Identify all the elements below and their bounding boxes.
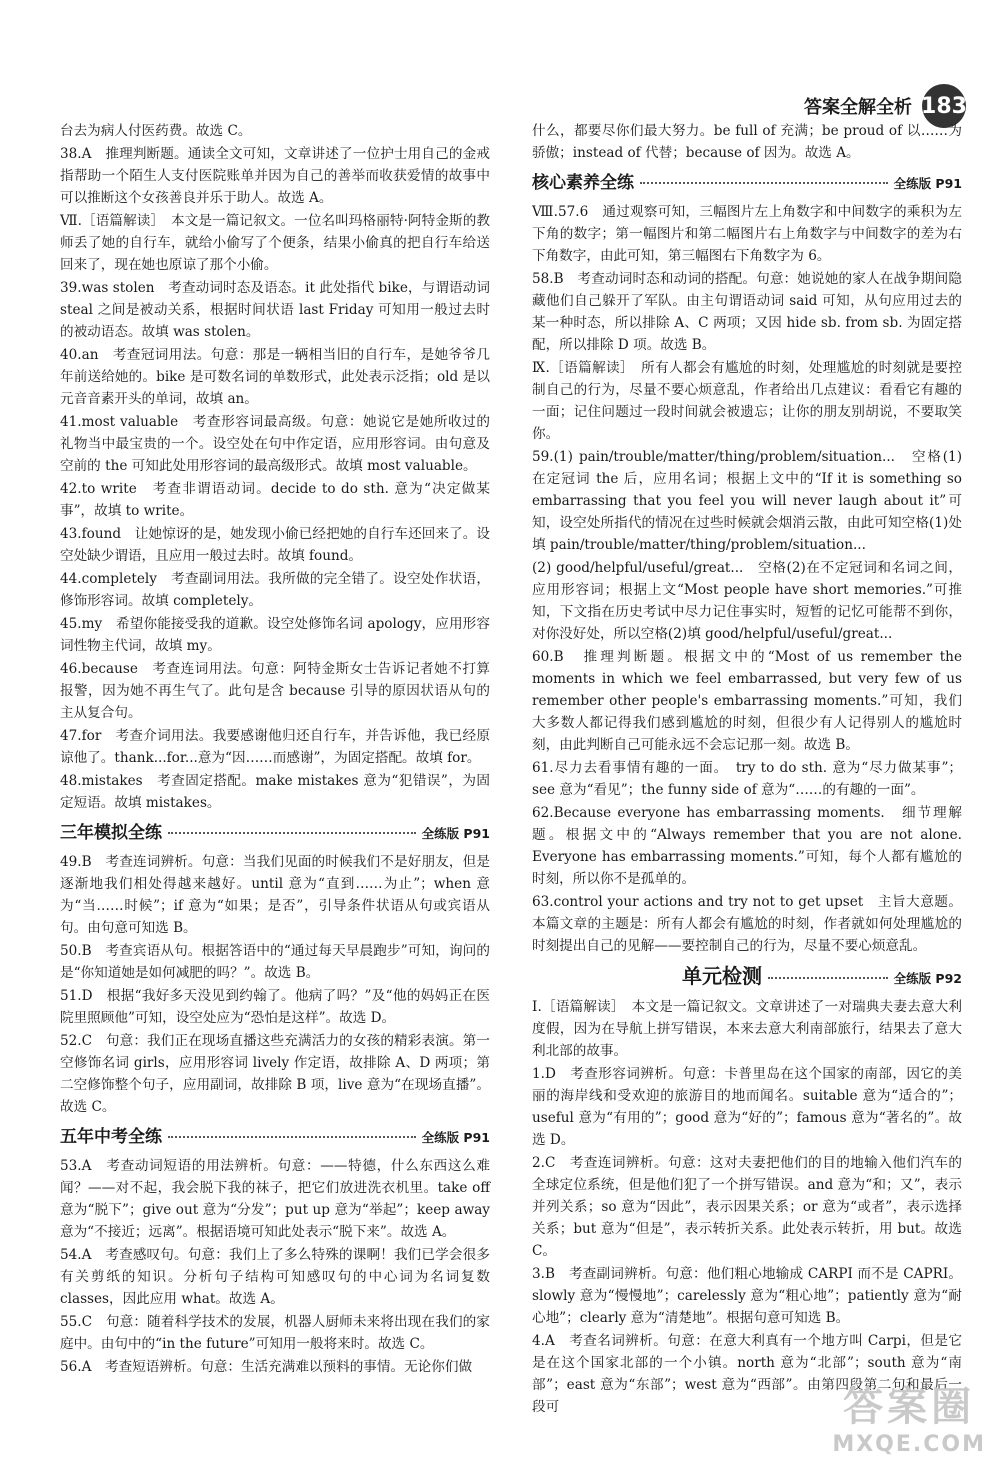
section-title: 核心素养全练 bbox=[532, 173, 634, 193]
answer-paragraph: 63.control your actions and try not to get upset 主旨大意题。本篇文章的主题是：所有人都会有尴尬的时刻，作者就如何处理尴尬的时刻提出自己的见解——要控制自己的行为，尽量不要心烦意乱。 bbox=[532, 894, 962, 954]
section-title: 五年中考全练 bbox=[60, 1127, 162, 1147]
answer-paragraph: 45.my 希望你能接受我的道歉。设空处修饰名词 apology，应用形容词性物主代词，故填 my。 bbox=[60, 616, 490, 654]
answer-paragraph: 53.A 考查动词短语的用法辨析。句意：——特德，什么东西这么难闻？——对不起，我会脱下我的袜子，把它们放进洗衣机里。take off 意为“脱下”；give out 意为“分发”；put up 意为“举起”；keep away 意为“不接近；远离”。根据语境可知此处表示“脱下来”。故选 A。 bbox=[60, 1158, 490, 1240]
answer-paragraph: 44.completely 考查副词用法。我所做的完全错了。设空处作状语，修饰形容词。故填 completely。 bbox=[60, 571, 490, 609]
answer-paragraph: 61.尽力去看事情有趣的一面。 try to do sth. 意为“尽力做某事”；see 意为“看见”；the funny side of 意为“……的有趣的一面”。 bbox=[532, 760, 962, 798]
answer-paragraph: 56.A 考查短语辨析。句意：生活充满难以预料的事情。无论你们做 bbox=[60, 1359, 473, 1375]
section-title: 三年模拟全练 bbox=[60, 823, 162, 843]
watermark-url: MXQE.COM bbox=[832, 1432, 986, 1457]
passage-summary: Ⅸ.［语篇解读］ 所有人都会有尴尬的时刻，处理尴尬的时刻就是要控制自己的行为，尽量不要心烦意乱，作者给出几点建议：看看它有趣的一面；记住问题过一段时间就会被遗忘；让你的朋友别胡说，不要取笑你。 bbox=[532, 360, 962, 442]
answer-paragraph: 50.B 考查宾语从句。根据答语中的“通过每天早晨跑步”可知，询问的是“你知道她是如何减肥的吗？”。故选 B。 bbox=[60, 943, 490, 981]
dotted-leader bbox=[168, 1136, 416, 1138]
answer-paragraph: 49.B 考查连词辨析。句意：当我们见面的时候我们不是好朋友，但是逐渐地我们相处得越来越好。until 意为“直到……为止”；when 意为“当……时候”；if 意为“如果；是否”，引导条件状语从句或宾语从句。由句意可知选 B。 bbox=[60, 854, 490, 936]
dotted-leader bbox=[640, 182, 888, 184]
answer-paragraph: 1.D 考查形容词辨析。句意：卡普里岛在这个国家的南部，因它的美丽的海岸线和受欢迎的旅游目的地而闻名。suitable 意为“适合的”；useful 意为“有用的”；good 意为“好的”；famous 意为“著名的”。故选 D。 bbox=[532, 1066, 962, 1148]
section-heading bbox=[532, 965, 962, 990]
answer-paragraph: 41.most valuable 考查形容词最高级。句意：她说它是她所收过的礼物当中最宝贵的一个。设空处在句中作定语，应用形容词。由句意及空前的 the 可知此处用形容词的最高级形式。故填 most valuable。 bbox=[60, 414, 490, 474]
answer-paragraph: 54.A 考查感叹句。句意：我们上了多么特殊的课啊！我们已学会很多有关剪纸的知识。分析句子结构可知感叹句的中心词为名词复数 classes，因此应用 what。故选 A。 bbox=[60, 1247, 490, 1307]
section-heading bbox=[60, 1126, 490, 1149]
watermark-logo: 答案圈 bbox=[843, 1384, 976, 1430]
answer-paragraph: Ⅷ.57.6 通过观察可知，三幅图片左上角数字和中间数字的乘积为左下角的数字；第一幅图片和第二幅图片右上角数字与中间数字的差为右下角数字，由此可知，第三幅图右下角数字为 6。 bbox=[532, 204, 962, 264]
header-title: 答案全解全析 bbox=[804, 97, 912, 118]
answer-paragraph: 43.found 让她惊讶的是，她发现小偷已经把她的自行车还回来了。设空处缺少谓语，且应用一般过去时。故填 found。 bbox=[60, 526, 490, 564]
section-page-ref: 全练版 P91 bbox=[421, 826, 490, 841]
dotted-leader bbox=[768, 977, 888, 979]
dotted-leader bbox=[168, 832, 416, 834]
section-heading bbox=[532, 172, 962, 195]
watermark bbox=[832, 1375, 986, 1457]
answer-paragraph: 40.an 考查冠词用法。句意：那是一辆相当旧的自行车，是她爷爷几年前送给她的。bike 是可数名词的单数形式，此处表示泛指；old 是以元音音素开头的单词，故填 an。 bbox=[60, 347, 490, 407]
answer-paragraph: (2) good/helpful/useful/great... 空格(2)在不定冠词和名词之间，应用形容词；根据上文“Most people have short memories.”可推知，下文指在历史考试中尽力记住事实时，短暂的记忆可能帮不到你，对你没好处，所以空格(2)填 good/helpful/useful/great... bbox=[532, 560, 962, 642]
answer-paragraph: 59.(1) pain/trouble/matter/thing/problem/situation... 空格(1)在定冠词 the 后，应用名词；根据上文中的“If it is something so embarrassing that you feel you will never laugh about it”可知，设空处所指代的情况在过些时候就会烟消云散，由此可知空格(1)处填 pain/trouble/matter/thing/problem/situation... bbox=[532, 449, 962, 553]
answer-paragraph: 51.D 根据“我好多天没见到约翰了。他病了吗？”及“他的妈妈正在医院里照顾他”可知，设空处应为“恐怕是这样”。故选 D。 bbox=[60, 988, 490, 1026]
answer-paragraph: 4.A 考查名词辨析。句意：在意大利真有一个地方叫 Carpi，但是它是在这个国家北部的一个小镇。north 意为“北部”；south 意为“南部”；east 意为“东部”；west 意为“西部”。由第四段第二句和最后一段可 bbox=[532, 1333, 962, 1415]
left-column bbox=[60, 120, 490, 1379]
page-number: 183 bbox=[922, 84, 966, 128]
answer-paragraph: 55.C 句意：随着科学技术的发展，机器人厨师未来将出现在我们的家庭中。由句中的“in the future”可知用一般将来时。故选 C。 bbox=[60, 1314, 490, 1352]
answer-paragraph: 3.B 考查副词辨析。句意：他们粗心地输成 CARPI 而不是 CAPRI。slowly 意为“慢慢地”；carelessly 意为“粗心地”；patiently 意为“耐心地”；clearly 意为“清楚地”。根据句意可知选 B。 bbox=[532, 1266, 962, 1326]
passage-summary: Ⅶ.［语篇解读］ 本文是一篇记叙文。一位名叫玛格丽特·阿特金斯的教师丢了她的自行车，就给小偷写了个便条，结果小偷真的把自行车给送回来了，现在她也原谅了那个小偷。 bbox=[60, 213, 490, 273]
answer-paragraph: 58.B 考查动词时态和动词的搭配。句意：她说她的家人在战争期间隐藏他们自己躲开了军队。由主句谓语动词 said 可知，从句应用过去的某一种时态，所以排除 A、C 两项；又因 hide sb. from sb. 为固定搭配，所以排除 D 项。故选 B。 bbox=[532, 271, 962, 353]
answer-paragraph: 38.A 推理判断题。通读全文可知，文章讲述了一位护士用自己的金戒指帮助一个陌生人支付医院账单并因为自己的善举而收获爱情的故事中可以推断这个女孩善良并乐于助人。故选 A。 bbox=[60, 146, 490, 206]
answer-paragraph: 46.because 考查连词用法。句意：阿特金斯女士告诉记者她不打算报警，因为她不再生气了。此句是含 because 引导的原因状语从句的主从复合句。 bbox=[60, 661, 490, 721]
section-page-ref: 全练版 P91 bbox=[421, 1130, 490, 1145]
answer-paragraph: 48.mistakes 考查固定搭配。make mistakes 意为“犯错误”，为固定短语。故填 mistakes。 bbox=[60, 773, 490, 811]
passage-summary: Ⅰ.［语篇解读］ 本文是一篇记叙文。文章讲述了一对瑞典夫妻去意大利度假，因为在导航上拼写错误，本来去意大利南部旅行，结果去了意大利北部的故事。 bbox=[532, 999, 962, 1059]
answer-paragraph: 什么，都要尽你们最大努力。be full of 充满；be proud of 以……为骄傲；instead of 代替；because of 因为。故选 A。 bbox=[532, 123, 962, 161]
answer-paragraph: 39.was stolen 考查动词时态及语态。it 此处指代 bike，与谓语动词 steal 之间是被动关系，根据时间状语 last Friday 可知用一般过去时的被动语态。故填 was stolen。 bbox=[60, 280, 490, 340]
answer-paragraph: 60.B 推理判断题。根据文中的“Most of us remember the moments in which we feel embarrassed, but very few of us remember other people's embarrassing moments.”可知，我们大多数人都记得我们感到尴尬的时刻，但很少有人记得别人的尴尬时刻，由此判断自己可能永远不会忘记那一刻。故选 B。 bbox=[532, 649, 962, 753]
answer-paragraph: 62.Because everyone has embarrassing moments. 细节理解题。根据文中的“Always remember that you are not alone. Everyone has embarrassing moments.”可知，每个人都有尴尬的时刻，所以你不是孤单的。 bbox=[532, 805, 962, 887]
answer-paragraph: 47.for 考查介词用法。我要感谢他归还自行车，并告诉他，我已经原谅他了。thank...for...意为“因……而感谢”，为固定搭配。故填 for。 bbox=[60, 728, 490, 766]
section-heading bbox=[60, 822, 490, 845]
section-page-ref: 全练版 P92 bbox=[893, 971, 962, 986]
answer-paragraph: 52.C 句意：我们正在现场直播这些充满活力的女孩的精彩表演。第一空修饰名词 girls，应用形容词 lively 作定语，故排除 A、D 两项；第二空修饰整个句子，应用副词，故排除 B 项，live 意为“在现场直播”。故选 C。 bbox=[60, 1033, 490, 1115]
answer-paragraph: 2.C 考查连词辨析。句意：这对夫妻把他们的目的地输入他们汽车的全球定位系统，但是他们犯了一个拼写错误。and 意为“和；又”，表示并列关系；so 意为“因此”，表示因果关系；or 意为“或者”，表示选择关系；but 意为“但是”，表示转折关系。此处表示转折，用 but。故选 C。 bbox=[532, 1155, 962, 1259]
answer-paragraph: 台去为病人付医药费。故选 C。 bbox=[60, 123, 252, 139]
section-page-ref: 全练版 P91 bbox=[893, 176, 962, 191]
answer-paragraph: 42.to write 考查非谓语动词。decide to do sth. 意为“决定做某事”，故填 to write。 bbox=[60, 481, 490, 519]
section-title: 单元检测 bbox=[682, 964, 762, 988]
right-column bbox=[532, 120, 962, 1419]
